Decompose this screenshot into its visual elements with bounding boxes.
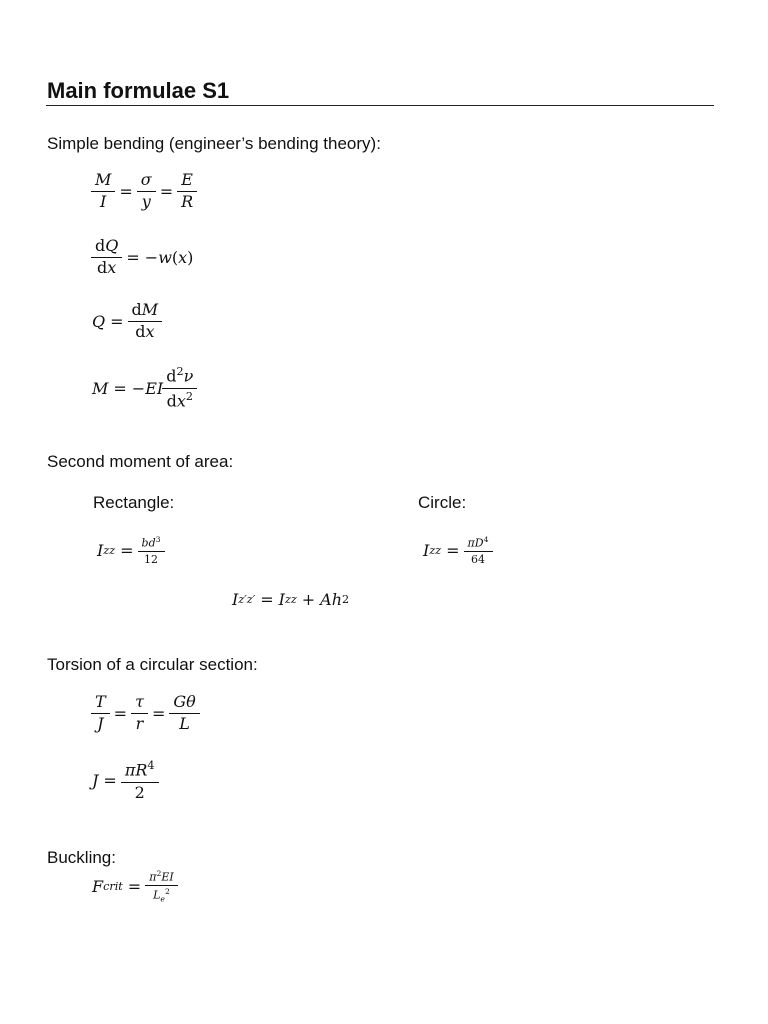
formula-deflection: M = − E I $\frac{d^2\nu}{dx^2}$	[92, 366, 196, 410]
title-underline	[46, 105, 714, 106]
heading-simple-bending: Simple bending (engineer’s bending theory):	[47, 134, 381, 153]
formula-shear-moment: Q = $\frac{dM}{dx}$	[92, 302, 161, 341]
heading-second-moment: Second moment of area:	[47, 452, 234, 471]
label-circle: Circle:	[418, 493, 467, 512]
formula-buckling: F crit = $\frac{\pi^2EI}{L_e^2}$	[92, 870, 177, 904]
formula-shear-load: $\frac{dQ}{dx}$ = − w ( x )	[92, 238, 193, 277]
heading-buckling: Buckling:	[47, 848, 116, 867]
formula-parallel-axis: I z′z′ = I zz + A h 2	[232, 590, 350, 609]
page-title: Main formulae S1	[47, 78, 230, 103]
heading-torsion: Torsion of a circular section:	[47, 655, 258, 674]
formula-polar-moment: J = $\frac{\pi R^4}{2}$	[92, 760, 158, 801]
formula-circle-izz: I zz = $\frac{\pi D^4}{64}$	[423, 536, 492, 566]
formula-rectangle-izz: I zz = $\frac{bd^3}{12}$	[97, 536, 164, 566]
formula-torsion-ratio: $\frac{T}{J}$ = $\frac{\tau}{r}$ = $\frac{G\theta}{L}$	[92, 694, 199, 733]
formula-bending-ratio: $\frac{M}{I}$ = $\frac{\sigma}{y}$ = $\frac{E}{R}$	[92, 172, 196, 211]
label-rectangle: Rectangle:	[93, 493, 175, 512]
